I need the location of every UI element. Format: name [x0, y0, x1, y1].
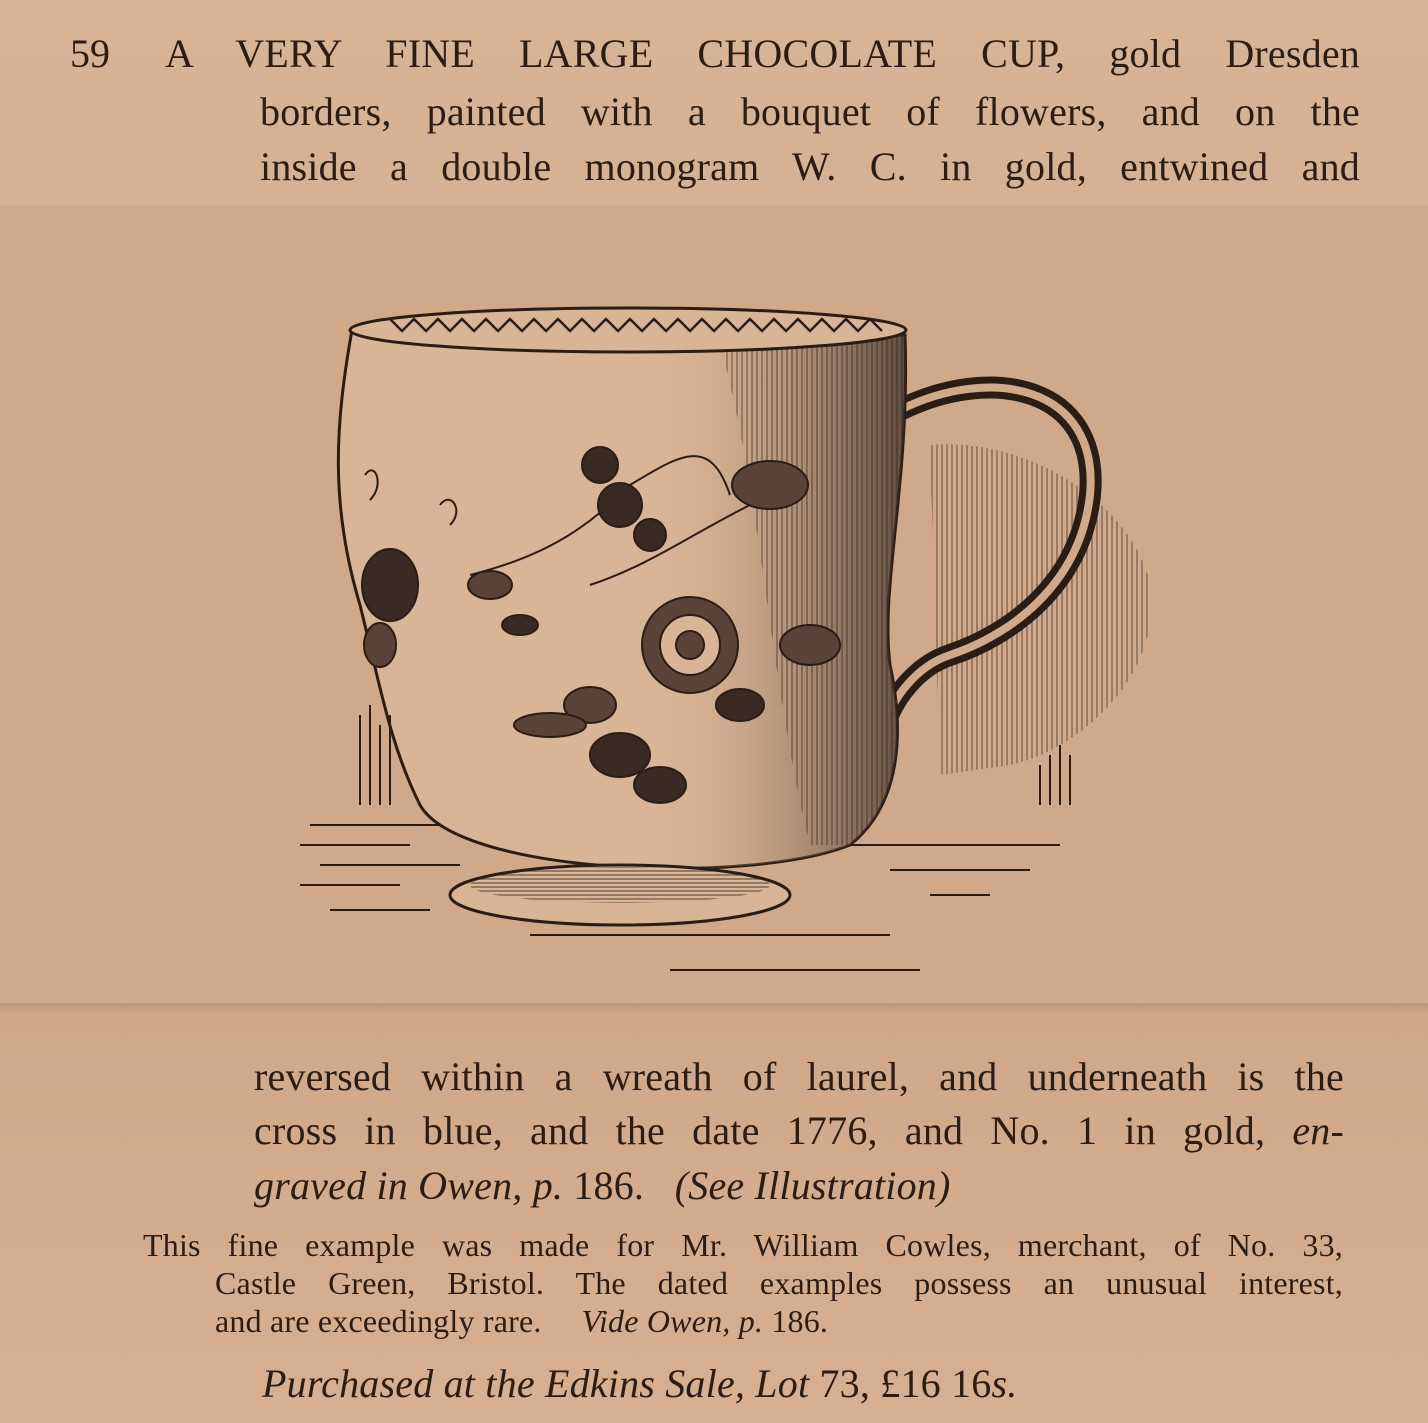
note-line-1: This fine example was made for Mr. William Cowles, merchant, of No. 33, — [143, 1227, 1343, 1263]
entry-line-6-page: 186. — [573, 1163, 645, 1208]
entry-line-5-italic: en- — [1292, 1108, 1344, 1153]
note-line-3-italic: Vide Owen, p. — [581, 1303, 764, 1339]
purchase-italic: Purchased at the Edkins Sale, Lot — [262, 1361, 810, 1406]
entry-line-2: borders, painted with a bouquet of flowers, and on the — [260, 89, 1360, 134]
entry-line-5 — [254, 1107, 1344, 1154]
entry-heading: A VERY FINE LARGE CHOCOLATE CUP, — [165, 31, 1066, 76]
note-line-3-page: 186. — [771, 1303, 829, 1339]
note-line-3-roman: and are exceedingly rare. — [215, 1303, 542, 1339]
entry-line-1 — [165, 30, 1360, 77]
cup-rim — [350, 308, 906, 352]
chocolate-cup-engraving — [290, 285, 1150, 985]
entry-line-3: inside a double monogram W. C. in gold, entwined and — [260, 144, 1360, 189]
entry-line-6-italic: graved in Owen, p. — [254, 1163, 564, 1208]
note-line-3 — [215, 1303, 828, 1340]
entry-line-5-roman: cross in blue, and the date 1776, and No. 1 in gold, — [254, 1108, 1266, 1153]
see-illustration-note: (See Illustration) — [674, 1163, 951, 1208]
purchase-suffix: s. — [991, 1361, 1018, 1406]
entry-line-6 — [254, 1162, 951, 1209]
note-line-2: Castle Green, Bristol. The dated examples possess an unusual interest, — [215, 1265, 1343, 1301]
entry-line-4: reversed within a wreath of laurel, and underneath is the — [254, 1054, 1344, 1099]
plate-edge — [0, 1003, 1428, 1013]
purchase-roman: 73, £16 16 — [819, 1361, 992, 1406]
entry-line-1-rest: gold Dresden — [1109, 31, 1361, 76]
lot-number: 59 — [70, 31, 110, 76]
purchase-line — [262, 1360, 1017, 1407]
